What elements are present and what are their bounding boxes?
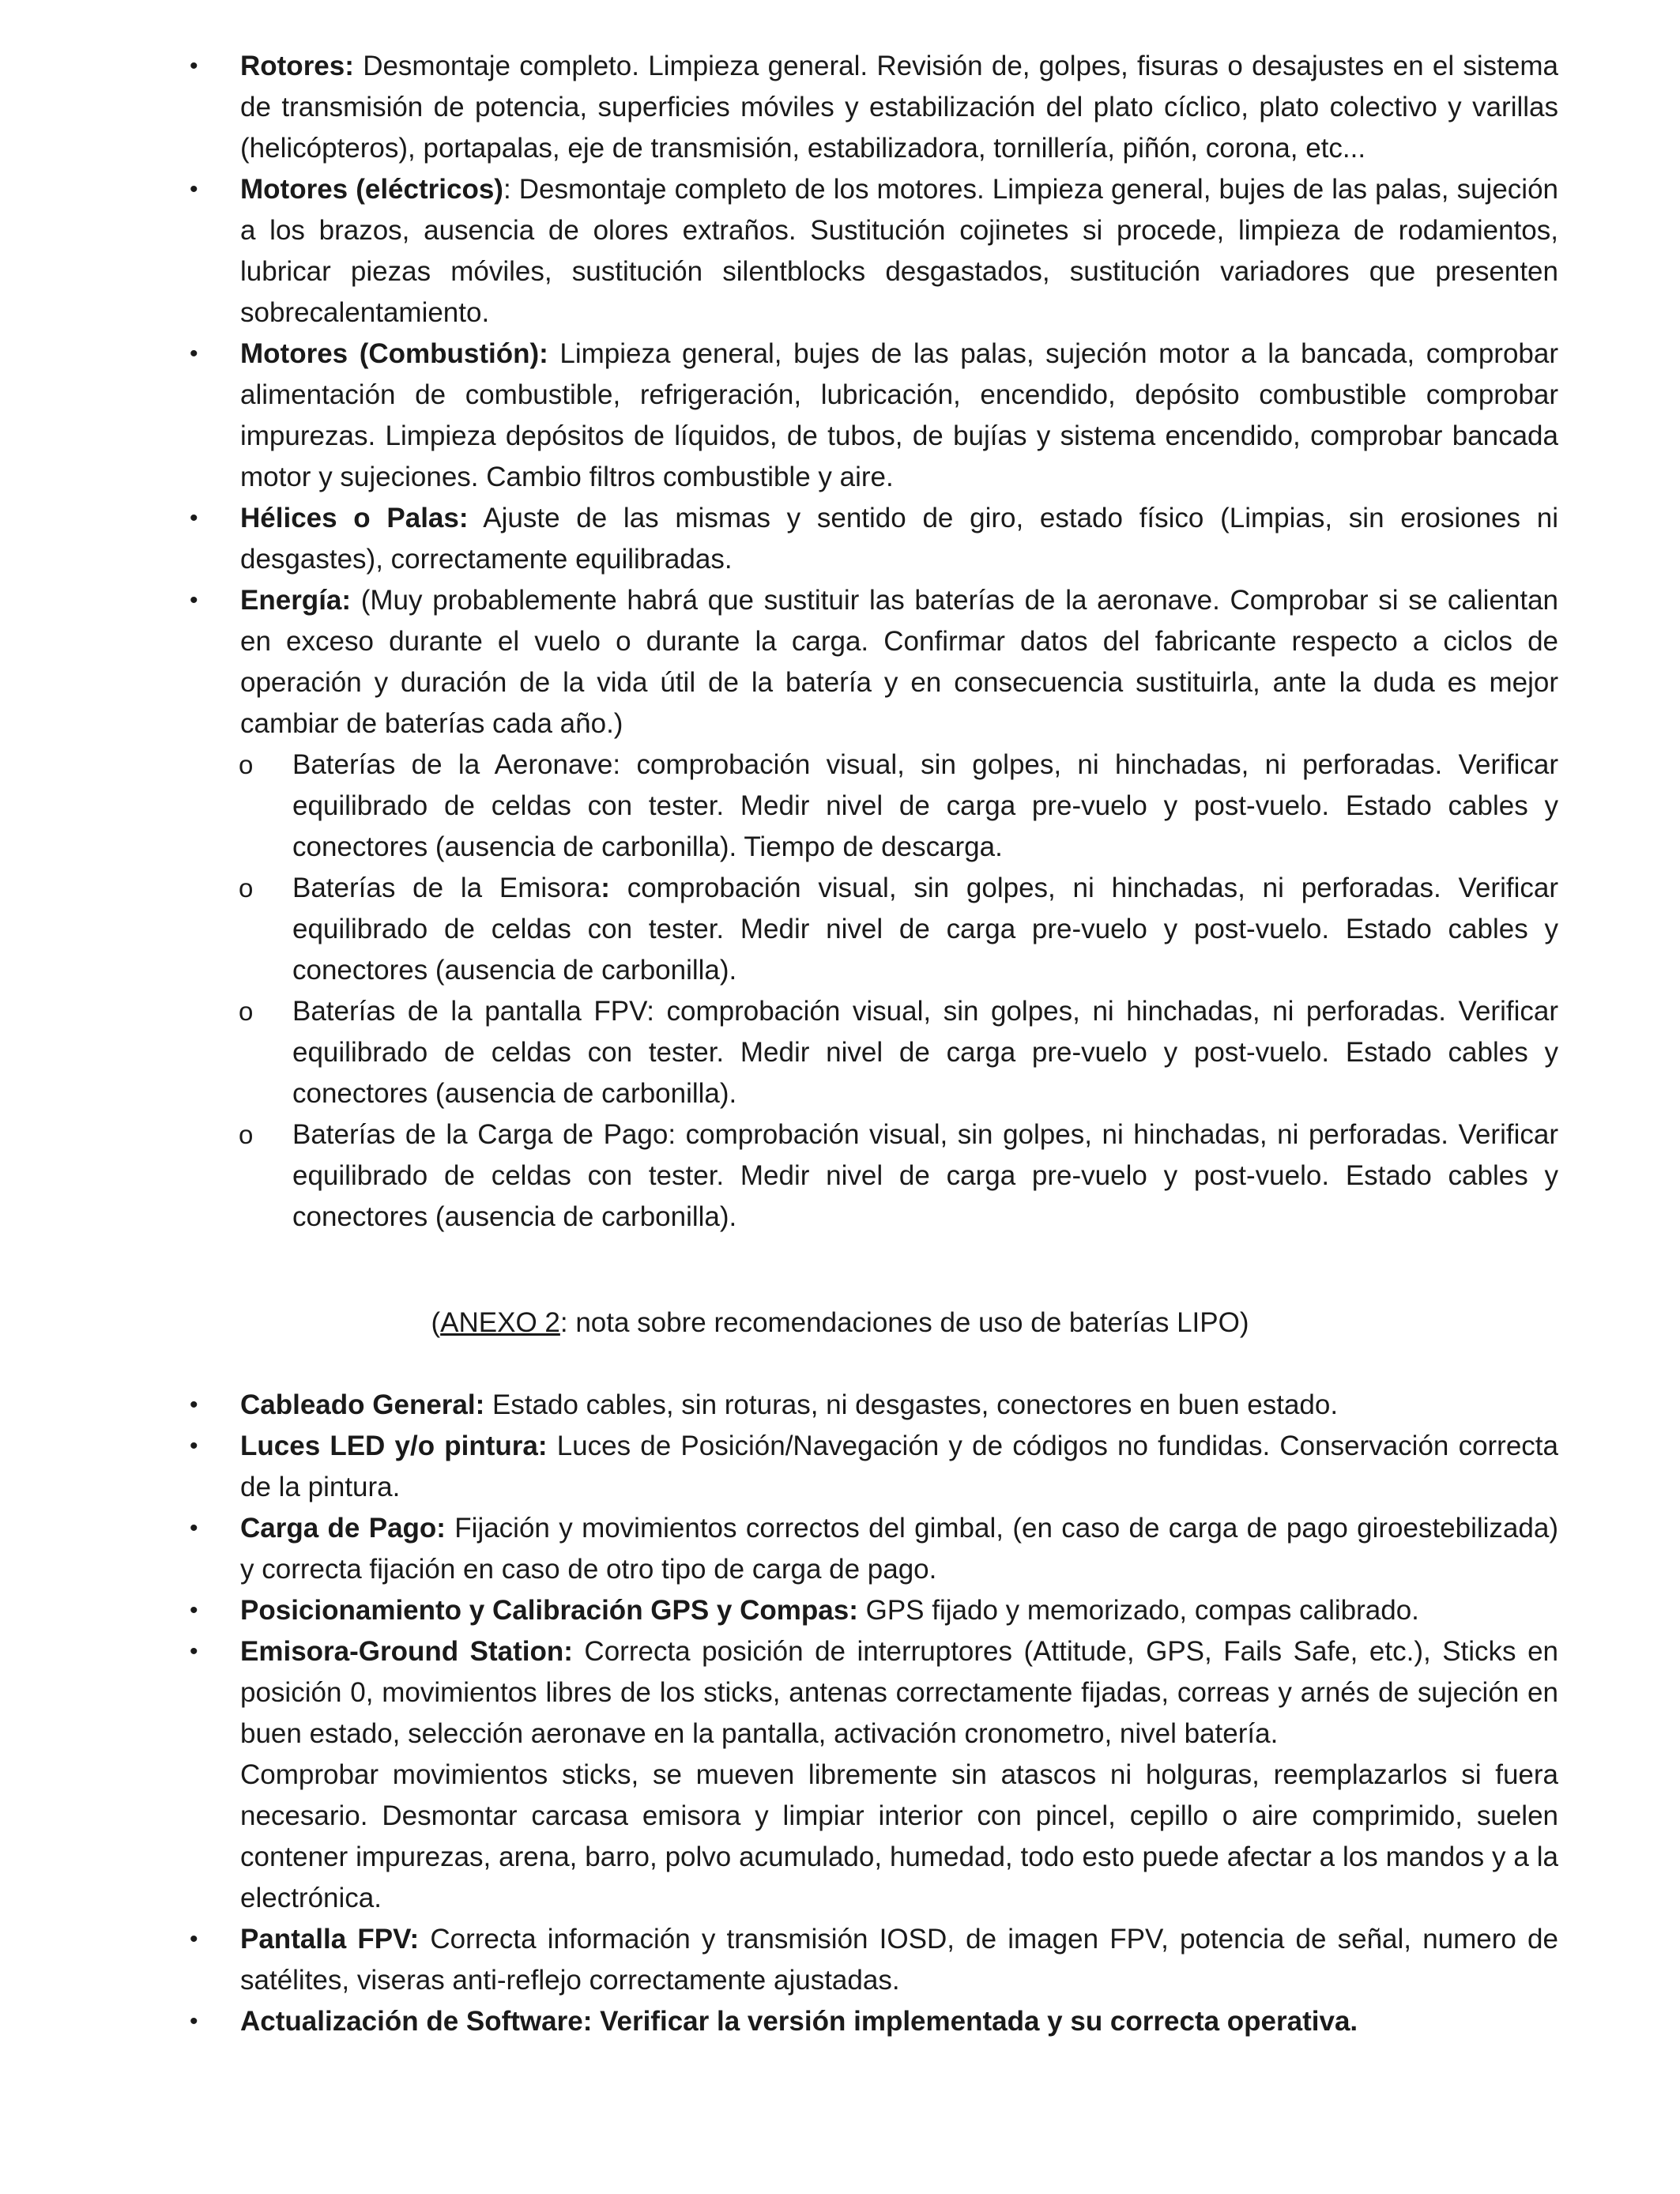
annex-link[interactable]: ANEXO 2: [440, 1307, 560, 1338]
item-term: Actualización de Software: Verificar la versión implementada y su correcta operativa.: [240, 2006, 1358, 2037]
bullet-icon: •: [190, 1638, 198, 1664]
item-text: (Muy probablemente habrá que sustituir las baterías de la aeronave. Comprobar si se calientan en exceso durante el vuelo o durante la carga. Confirmar datos del fabricante respecto a ciclos de operación y duración de la vida útil de la batería y en consecuencia sustituirla, ante la duda es mejor cambiar de baterías cada año.): [240, 585, 1558, 739]
item-term: Cableado General:: [240, 1389, 485, 1420]
sub-item-prefix: Baterías de la Aeronave: [292, 749, 613, 780]
sub-item-prefix: Baterías de la pantalla FPV: [292, 996, 647, 1027]
list-item-pantalla-fpv: [0, 1919, 1680, 2001]
item-text: GPS fijado y memorizado, compas calibrado.: [857, 1595, 1419, 1626]
sub-item-sep: :: [612, 749, 621, 780]
sub-item-baterias-aeronave: [0, 745, 1680, 868]
item-text: Desmontaje completo. Limpieza general. Revisión de, golpes, fisuras o desajustes en el sistema de transmisión de potencia, superficies móviles y estabilización del plato cíclico, plato colectivo y varillas (helicópteros), portapalas, eje de transmisión, estabilizadora, tornillería, piñón, corona, etc...: [240, 51, 1558, 164]
list-item-software: [0, 2001, 1680, 2042]
bullet-icon: •: [190, 2008, 198, 2034]
sub-item-text: comprobación visual, sin golpes, ni hinchadas, ni perforadas. Verificar equilibrado de celdas con tester. Medir nivel de carga pre-vuelo y post-vuelo. Estado cables y conectores (ausencia de carbonilla). Tiempo de descarga.: [292, 749, 1558, 862]
annex-text: : nota sobre recomendaciones de uso de baterías LIPO): [559, 1307, 1249, 1338]
item-text: Luces de Posición/Navegación y de códigos no fundidas. Conservación correcta de la pintura.: [240, 1431, 1558, 1502]
item-term: Carga de Pago:: [240, 1513, 446, 1544]
sub-item-sep: :: [668, 1119, 676, 1150]
list-item-motores-combustion: [0, 334, 1680, 498]
item-text: Correcta posición de interruptores (Attitude, GPS, Fails Safe, etc.), Sticks en posición 0, movimientos libres de los sticks, antenas correctamente fijadas, correas y arnés de sujeción en buen estado, selección aeronave en la pantalla, activación cronometro, nivel batería.: [240, 1636, 1558, 1749]
item-term: Hélices o Palas:: [240, 503, 469, 533]
item-term: Pantalla FPV:: [240, 1924, 420, 1955]
bullet-icon: •: [190, 505, 198, 531]
sub-item-prefix: Baterías de la Emisora: [292, 873, 601, 903]
bullet-icon: •: [190, 53, 198, 79]
item-text: Correcta información y transmisión IOSD, de imagen FPV, potencia de señal, numero de satélites, viseras anti-reflejo correctamente ajustadas.: [240, 1924, 1558, 1996]
maintenance-list-part-1: [0, 46, 1680, 1238]
list-item-motores-electricos: [0, 169, 1680, 334]
circle-bullet-icon: o: [239, 997, 254, 1026]
item-text-continued: Comprobar movimientos sticks, se mueven libremente sin atascos ni holguras, reemplazarlos si fuera necesario. Desmontar carcasa emisora y limpiar interior con pincel, cepillo o aire comprimido, suelen contener impurezas, arena, barro, polvo acumulado, humedad, todo esto puede afectar a los mandos y a la electrónica.: [240, 1759, 1558, 1913]
list-item-carga-de-pago: [0, 1508, 1680, 1590]
item-term: Motores (Combustión):: [240, 338, 548, 369]
item-text: Limpieza general, bujes de las palas, sujeción motor a la bancada, comprobar alimentación de combustible, refrigeración, lubricación, encendido, depósito combustible comprobar impurezas. Limpieza depósitos de líquidos, de tubos, de bujías y sistema encendido, comprobar bancada motor y sujeciones. Cambio filtros combustible y aire.: [240, 338, 1558, 492]
sub-item-baterias-pantalla-fpv: [0, 991, 1680, 1114]
bullet-icon: •: [190, 176, 198, 202]
bullet-icon: •: [190, 1433, 198, 1459]
list-item-emisora: [0, 1631, 1680, 1919]
bullet-icon: •: [190, 341, 198, 367]
sub-item-text: comprobación visual, sin golpes, ni hinchadas, ni perforadas. Verificar equilibrado de celdas con tester. Medir nivel de carga pre-vuelo y post-vuelo. Estado cables y conectores (ausencia de carbonilla).: [292, 1119, 1558, 1232]
annex-note: [0, 1302, 1680, 1344]
maintenance-list-part-2: [0, 1385, 1680, 2042]
bullet-icon: •: [190, 587, 198, 613]
bullet-icon: •: [190, 1515, 198, 1541]
sub-item-text: comprobación visual, sin golpes, ni hinchadas, ni perforadas. Verificar equilibrado de celdas con tester. Medir nivel de carga pre-vuelo y post-vuelo. Estado cables y conectores (ausencia de carbonilla).: [292, 873, 1558, 986]
list-item-helices: [0, 498, 1680, 580]
item-text: Estado cables, sin roturas, ni desgastes, conectores en buen estado.: [484, 1389, 1339, 1420]
list-item-cableado: [0, 1385, 1680, 1426]
circle-bullet-icon: o: [239, 750, 254, 779]
sub-item-prefix: Baterías de la Carga de Pago: [292, 1119, 669, 1150]
list-item-rotores: [0, 46, 1680, 169]
circle-bullet-icon: o: [239, 873, 254, 903]
item-term: Energía:: [240, 585, 352, 616]
sub-item-sep: :: [601, 873, 610, 903]
bullet-icon: •: [190, 1926, 198, 1952]
list-item-gps-compas: [0, 1590, 1680, 1631]
item-term: Posicionamiento y Calibración GPS y Compas:: [240, 1595, 858, 1626]
sub-item-baterias-emisora: [0, 868, 1680, 991]
circle-bullet-icon: o: [239, 1120, 254, 1149]
bullet-icon: •: [190, 1392, 198, 1418]
item-term: Rotores:: [240, 51, 354, 81]
item-term: Motores (eléctricos): [240, 174, 503, 205]
item-text: : Desmontaje completo de los motores. Limpieza general, bujes de las palas, sujeción a los brazos, ausencia de olores extraños. Sustitución cojinetes si procede, limpieza de rodamientos, lubricar piezas móviles, sustitución silentblocks desgastados, sustitución variadores que presenten sobrecalentamiento.: [240, 174, 1558, 328]
list-item-energia: [0, 580, 1680, 745]
sub-item-text: comprobación visual, sin golpes, ni hinchadas, ni perforadas. Verificar equilibrado de celdas con tester. Medir nivel de carga pre-vuelo y post-vuelo. Estado cables y conectores (ausencia de carbonilla).: [292, 996, 1558, 1109]
item-text: Ajuste de las mismas y sentido de giro, estado físico (Limpias, sin erosiones ni desgastes), correctamente equilibradas.: [240, 503, 1558, 575]
sub-item-sep: :: [646, 996, 654, 1027]
item-term: Luces LED y/o pintura:: [240, 1431, 548, 1461]
item-text: Fijación y movimientos correctos del gimbal, (en caso de carga de pago giroestebilizada) y correcta fijación en caso de otro tipo de carga de pago.: [240, 1513, 1558, 1585]
bullet-icon: •: [190, 1597, 198, 1623]
sub-item-baterias-carga-de-pago: [0, 1114, 1680, 1238]
item-term: Emisora-Ground Station:: [240, 1636, 573, 1667]
list-item-luces-led: [0, 1426, 1680, 1508]
annex-open-paren: (: [431, 1307, 441, 1338]
